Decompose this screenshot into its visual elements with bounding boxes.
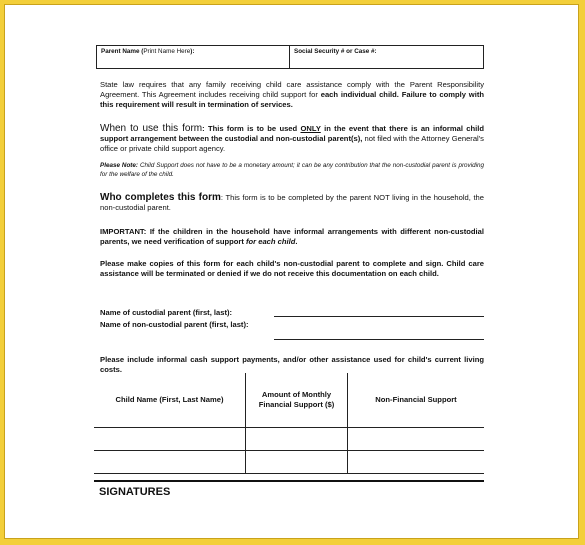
support-table-header bbox=[94, 373, 484, 428]
child-name-cell[interactable] bbox=[94, 428, 246, 451]
col-child-name: Child Name (First, Last Name) bbox=[94, 373, 246, 428]
document-frame bbox=[4, 4, 579, 539]
col-monthly-financial-support: Amount of Monthly Financial Support ($) bbox=[246, 373, 348, 428]
agreement-bold-text: each individual child. Failure to comply with this requirement will result in termination of services. bbox=[100, 90, 484, 109]
only-emphasis: ONLY bbox=[300, 124, 321, 133]
parent-name-field[interactable] bbox=[97, 46, 290, 68]
support-instructions-paragraph: Please include informal cash support payments, and/or other assistance used for child's current living costs. bbox=[100, 355, 484, 374]
parent-name-label: Parent Name ( bbox=[101, 48, 144, 55]
table-row bbox=[94, 428, 484, 451]
custodial-parent-input-line[interactable] bbox=[274, 316, 484, 317]
noncustodial-parent-label: Name of non-custodial parent (first, last): bbox=[100, 320, 249, 329]
financial-support-cell[interactable] bbox=[246, 451, 348, 474]
child-name-cell[interactable] bbox=[94, 451, 246, 474]
important-italic: for each child bbox=[246, 237, 296, 246]
please-note-paragraph bbox=[100, 161, 484, 179]
agreement-text: State law requires that any family receiving child care assistance comply with the Parent Responsibility Agreement. This Agreement includes receiving child support for bbox=[100, 80, 484, 99]
parent-name-hint: Print Name Here bbox=[143, 48, 191, 55]
col-non-financial-support: Non-Financial Support bbox=[348, 373, 485, 428]
ssn-case-label: Social Security # or Case #: bbox=[294, 48, 377, 55]
when-to-use-paragraph bbox=[100, 124, 484, 154]
when-to-use-bold-2: in the event that there is an informal child support arrangement between the custodial and non-custodial parent(s), bbox=[100, 124, 485, 143]
important-text: IMPORTANT: If the children in the household have informal arrangements with different non-custodial parents, we need verification of support bbox=[100, 227, 484, 246]
when-to-use-heading: When to use this form bbox=[100, 123, 203, 134]
signatures-heading: SIGNATURES bbox=[99, 486, 171, 498]
when-to-use-rest: not filed with the Attorney General's office or private child support agency. bbox=[100, 134, 484, 153]
please-note-label: Please Note: bbox=[100, 162, 139, 169]
noncustodial-parent-input-line[interactable] bbox=[274, 339, 484, 340]
header-fields bbox=[96, 45, 484, 69]
financial-support-cell[interactable] bbox=[246, 428, 348, 451]
non-financial-support-cell[interactable] bbox=[348, 428, 485, 451]
form-page bbox=[96, 45, 485, 498]
table-row bbox=[94, 451, 484, 474]
non-financial-support-cell[interactable] bbox=[348, 451, 485, 474]
please-note-text: Child Support does not have to be a monetary amount; it can be any contribution that the non-custodial parent is providing for the welfare of the child. bbox=[100, 162, 484, 178]
signatures-divider bbox=[94, 480, 484, 482]
copies-paragraph: Please make copies of this form for each child's non-custodial parent to complete and sign. Child care assistance will be terminated or denied if we do not receive this documentation on each child. bbox=[100, 259, 484, 278]
who-completes-paragraph bbox=[100, 193, 484, 213]
custodial-parent-label: Name of custodial parent (first, last): bbox=[100, 308, 233, 317]
when-to-use-bold-1: : This form is to be used bbox=[202, 124, 301, 133]
support-table bbox=[94, 373, 484, 474]
important-end: . bbox=[295, 237, 298, 246]
who-completes-text: : This form is to be completed by the parent NOT living in the household, the non-custodial parent. bbox=[100, 193, 485, 212]
important-paragraph bbox=[100, 227, 484, 247]
agreement-paragraph bbox=[100, 80, 484, 110]
parent-name-label-end: ): bbox=[190, 48, 195, 55]
who-completes-heading: Who completes this form bbox=[100, 192, 221, 203]
ssn-case-field[interactable] bbox=[290, 46, 483, 68]
